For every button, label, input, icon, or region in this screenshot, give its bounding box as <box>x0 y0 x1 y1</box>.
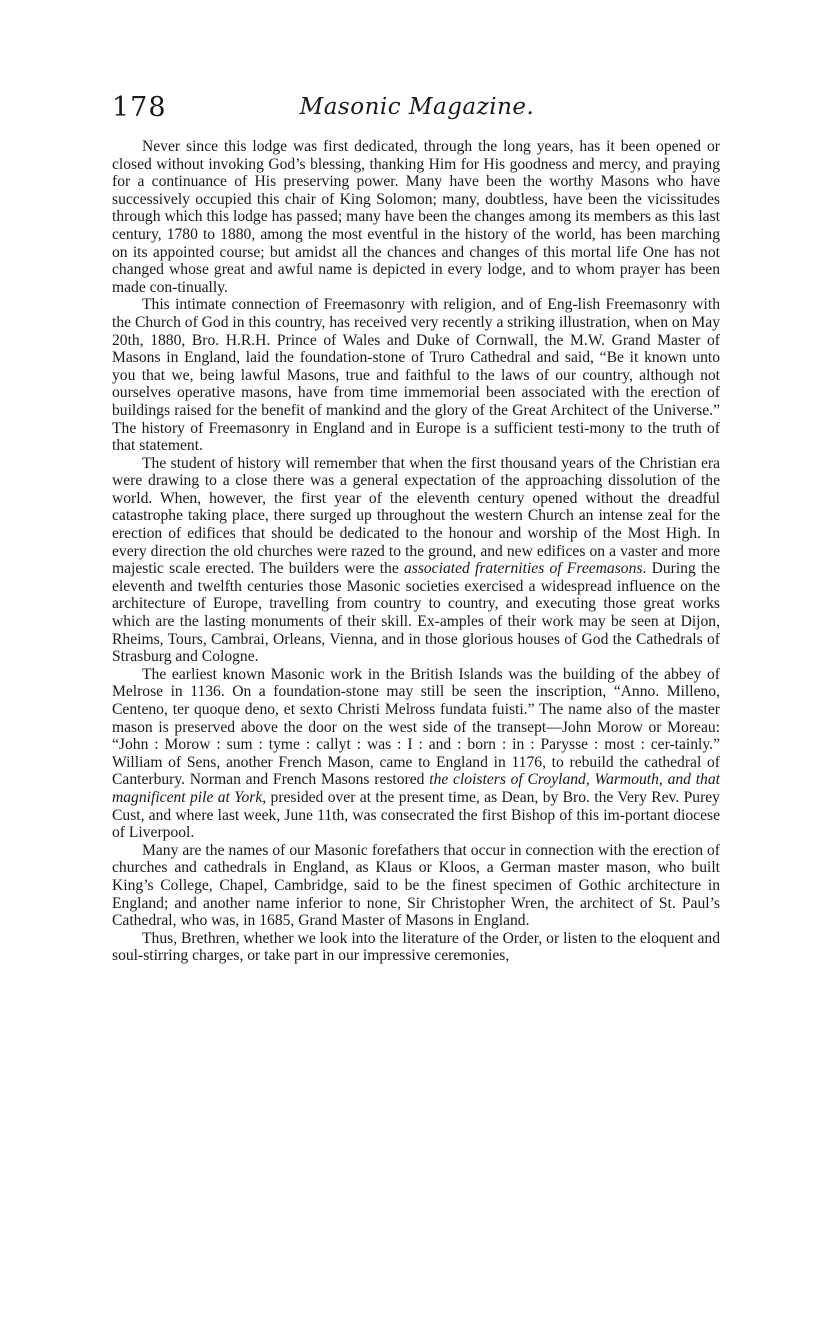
text-span: . During the eleventh and twelfth centuries those Masonic societies exercised a widespread influence on the architecture of Europe, travelling from country to country, and executing those great works which are the lasting monuments of their skill. Ex-amples of their work may be seen at Dijon, Rheims, Tours, Cambrai, Orleans, Vienna, and in those glorious houses of God the Cathedrals of Strasburg and Cologne. <box>112 560 720 666</box>
text-span: presided over at the present time, as Dean, by Bro. the Very Rev. Purey Cust, and where last week, June 11th, was consecrated the first Bishop of this im-portant diocese of Liverpool. <box>112 788 720 842</box>
italic-phrase: the cloisters of Croyland, Warmouth, and that magnificent pile at York, <box>112 771 720 806</box>
paragraph-thus-brethren: Thus, Brethren, whether we look into the literature of the Order, or listen to the eloquent and soul-stirring charges, or take part in our impressive ceremonies, <box>112 929 720 965</box>
paragraph-melrose-abbey <box>112 666 720 842</box>
running-head <box>112 92 722 126</box>
italic-phrase: associated fraternities of Freemasons <box>403 560 643 578</box>
paragraph-truro-cathedral: This intimate connection of Freemasonry with religion, and of Eng-lish Freemasonry with the Church of God in this country, has received very recently a striking illustration, when on May 20th, 1880, Bro. H.R.H. Prince of Wales and Duke of Cornwall, the M.W. Grand Master of Masons in England, laid the foundation-stone of Truro Cathedral and said, “Be it known unto you that we, being lawful Masons, true and faithful to the laws of our country, although not ourselves operative masons, have from time immemorial been associated with the erection of buildings raised for the benefit of mankind and the glory of the Great Architect of the Universe.” The history of Freemasonry in England and in Europe is a sufficient testi-mony to the truth of that statement. <box>112 296 720 455</box>
article-body <box>112 138 720 965</box>
text-span: The student of history will remember that when the first thousand years of the Christian era were drawing to a close there was a general expectation of the approaching dissolution of the world. When, however, the first year of the eleventh century opened without the dreadful catastrophe taking place, there surged up throughout the western Church an intense zeal for the erection of edifices that should be dedicated to the honour and worship of the Most High. In every direction the old churches were razed to the ground, and new edifices on a vaster and more majestic scale erected. The builders were the <box>112 454 720 578</box>
paragraph-masonic-forefathers: Many are the names of our Masonic forefathers that occur in connection with the erection of churches and cathedrals in England, as Klaus or Kloos, a German master mason, who built King’s College, Chapel, Cambridge, said to be the finest specimen of Gothic architecture in England; and another name inferior to none, Sir Christopher Wren, the architect of St. Paul’s Cathedral, who was, in 1685, Grand Master of Masons in England. <box>112 841 720 930</box>
page-header-title: Masonic Magazine. <box>299 94 535 120</box>
paragraph-eleventh-century <box>112 455 720 666</box>
text-span: The earliest known Masonic work in the British Islands was the building of the abbey of Melrose in 1136. On a foundation-stone may still be seen the inscription, “Anno. Milleno, Centeno, ter quoque deno, et sexto Christi Melross fundata fuisti.” The name also of the master mason is preserved above the door on the west side of the transept—John Morow or Moreau: “John : Morow : sum : tyme : callyt : was : I : and : born : in : Parysse : most : cer-tainly.” William of Sens, another French Mason, came to England in 1176, to rebuild the cathedral of Canterbury. Norman and French Masons restored <box>112 665 720 789</box>
paragraph-lodge-dedication: Never since this lodge was first dedicated, through the long years, has it been opened or closed without invoking God’s blessing, thanking Him for His goodness and mercy, and praying for a continuance of His preserving power. Many have been the worthy Masons who have successively occupied this chair of King Solomon; many, doubtless, have been the vicissitudes through which this lodge has passed; many have been the changes among its members as this last century, 1780 to 1880, among the most eventful in the history of the world, has been marching on its appointed course; but amidst all the chances and changes of this mortal life One has not changed whose great and awful name is depicted in every lodge, and to whom prayer has been made con-tinually. <box>112 138 720 296</box>
page-number: 178 <box>112 92 167 123</box>
